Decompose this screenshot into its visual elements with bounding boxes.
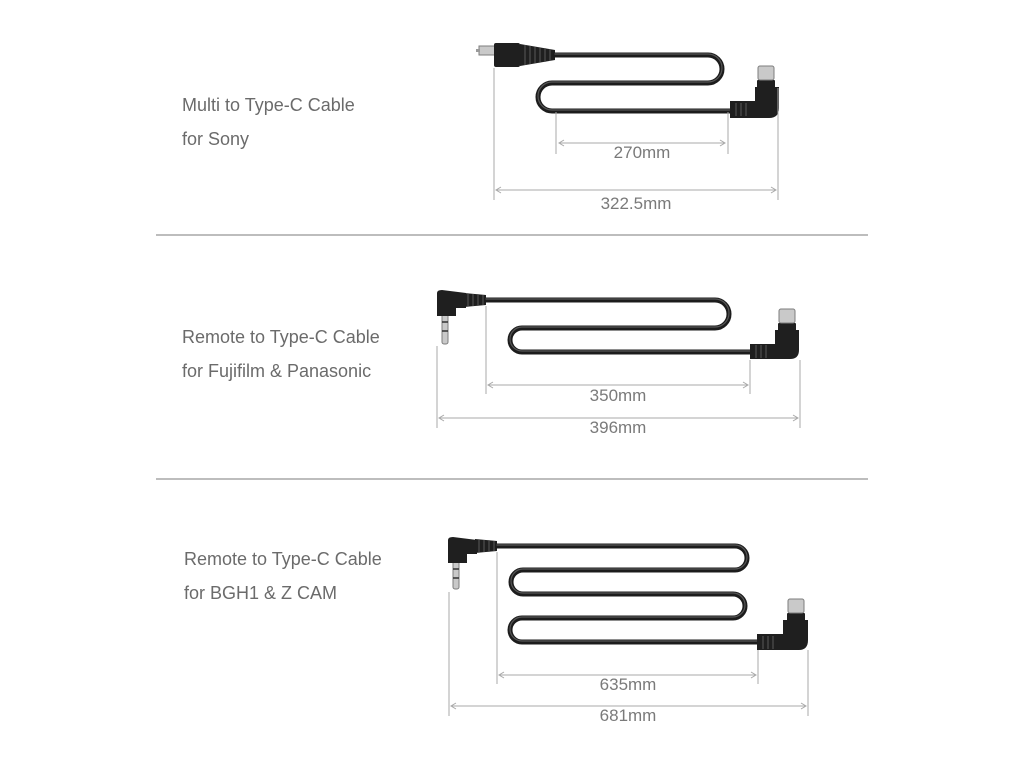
jack-plug-icon xyxy=(453,561,459,589)
cable-1-illustration xyxy=(476,43,779,200)
usb-c-right-angle-icon xyxy=(750,330,799,359)
cable-1-name: Multi to Type-C Cable xyxy=(182,95,355,115)
jack-plug-icon xyxy=(442,314,448,344)
cable-2-name: Remote to Type-C Cable xyxy=(182,327,380,347)
cable-3-total-length: 681mm xyxy=(599,706,657,725)
cable-2-total-length: 396mm xyxy=(589,418,647,437)
jack-connector-icon xyxy=(448,537,477,563)
usb-c-right-angle-icon xyxy=(757,620,808,650)
multi-plug-tip-icon xyxy=(479,46,495,55)
usb-c-tip-icon xyxy=(779,309,795,323)
jack-connector-icon xyxy=(437,290,466,316)
cable-2-illustration xyxy=(437,290,800,428)
cable-1-inner-length: 270mm xyxy=(613,143,671,162)
cable-3-compat: for BGH1 & Z CAM xyxy=(184,583,338,603)
cable-2-compat: for Fujifilm & Panasonic xyxy=(182,361,372,381)
usb-c-tip-icon xyxy=(758,66,774,80)
cable-3-name: Remote to Type-C Cable xyxy=(184,549,382,569)
cable-1-total-length: 322.5mm xyxy=(600,194,672,213)
cable-1-compat: for Sony xyxy=(182,129,250,149)
usb-c-right-angle-icon xyxy=(730,87,779,118)
cable-2-inner-length: 350mm xyxy=(589,386,647,405)
multi-connector-icon xyxy=(494,43,520,67)
usb-c-tip-icon xyxy=(788,599,804,613)
cable-3-inner-length: 635mm xyxy=(599,675,657,694)
